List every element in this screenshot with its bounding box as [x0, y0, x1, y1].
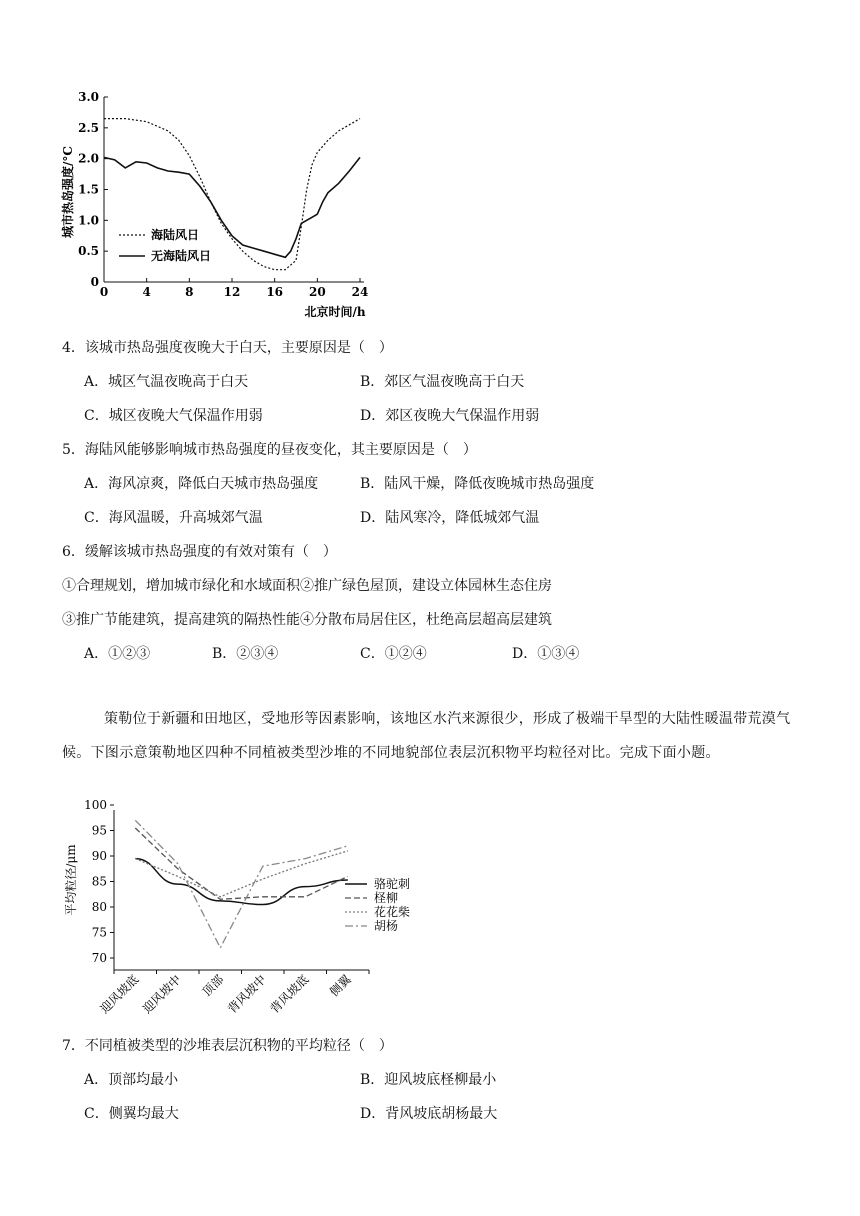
question-6-statements-1: ①合理规划，增加城市绿化和水域面积②推广绿色屋顶，建设立体园林生态住房 — [62, 578, 552, 594]
chart2-y-tick-label: 100 — [84, 800, 107, 812]
question-7-stem: 7．不同植被类型的沙堆表层沉积物的平均粒径（ ） — [62, 1038, 393, 1054]
chart2-legend-label: 花花柴 — [374, 905, 411, 919]
chart1-x-axis-label: 北京时间/h — [304, 305, 366, 319]
chart2-x-tick-label: 侧翼 — [326, 972, 354, 1000]
chart1-x-tick-label: 16 — [266, 285, 284, 299]
question-5-option-a[interactable]: A．海风凉爽，降低白天城市热岛强度 — [84, 476, 319, 492]
question-4-option-d[interactable]: D．郊区夜晚大气保温作用弱 — [360, 408, 540, 424]
chart1-ticks — [78, 90, 368, 299]
question-7-option-b[interactable]: B．迎风坡底柽柳最小 — [360, 1072, 497, 1088]
chart1-y-tick-label: 1.0 — [78, 213, 99, 228]
chart2-y-tick-label: 90 — [91, 849, 107, 863]
chart2-x-tick-label: 迎风坡中 — [140, 972, 184, 1017]
question-6-option-b[interactable]: B．②③④ — [212, 646, 279, 662]
chart2-x-tick-label: 背风坡底 — [267, 972, 312, 1017]
chart1-axes — [104, 97, 364, 282]
chart1-series-line-2 — [104, 157, 360, 257]
question-6-option-d[interactable]: D．①③④ — [512, 646, 580, 662]
chart1-x-tick-label: 24 — [351, 285, 369, 299]
chart1-x-tick-label: 0 — [99, 285, 109, 299]
chart1-y-tick-label: 0.5 — [78, 244, 99, 259]
chart2-x-tick-label: 迎风坡底 — [97, 972, 142, 1017]
chart2-series-line-2 — [135, 828, 347, 899]
chart1-x-tick-label: 12 — [223, 285, 241, 299]
chart2-legend — [345, 876, 410, 933]
chart2-legend-label: 柽柳 — [374, 891, 399, 905]
chart2-x-tick-label: 背风坡中 — [225, 972, 269, 1017]
chart1-x-tick-label: 4 — [142, 285, 151, 299]
chart2-x-tick-label: 顶部 — [199, 972, 227, 1000]
chart2-y-tick-label: 75 — [91, 925, 107, 940]
question-7-option-c[interactable]: C．侧翼均最大 — [84, 1106, 179, 1122]
question-5-stem: 5．海陆风能够影响城市热岛强度的昼夜变化，其主要原因是（ ） — [62, 442, 477, 458]
chart1-y-tick-label: 2.0 — [78, 151, 99, 166]
question-7-option-d[interactable]: D．背风坡底胡杨最大 — [360, 1106, 498, 1122]
question-5-option-c[interactable]: C．海风温暖，升高城郊气温 — [84, 510, 263, 526]
chart2-series-line-1 — [135, 859, 347, 905]
chart2-y-tick-label: 80 — [91, 900, 107, 914]
question-4-option-c[interactable]: C．城区夜晚大气保温作用弱 — [84, 408, 263, 424]
question-5-option-b[interactable]: B．陆风干燥，降低夜晚城市热岛强度 — [360, 476, 595, 492]
chart2-y-tick-label: 70 — [91, 951, 107, 965]
question-6-option-c[interactable]: C．①②④ — [360, 646, 427, 662]
chart1-y-axis-label: 城市热岛强度/°C — [61, 146, 75, 238]
chart1-x-tick-label: 20 — [308, 285, 326, 299]
chart2-y-tick-label: 95 — [91, 823, 107, 838]
question-6-stem: 6．缓解该城市热岛强度的有效对策有（ ） — [62, 544, 337, 560]
chart2-axes — [114, 810, 369, 970]
chart2-legend-label: 胡杨 — [374, 919, 399, 933]
chart1-series — [104, 119, 360, 270]
question-6-option-a[interactable]: A．①②③ — [84, 646, 151, 662]
chart1-legend-label: 海陆风日 — [151, 228, 200, 242]
chart1-legend — [119, 227, 211, 263]
chart1-y-tick-label: 2.5 — [78, 120, 99, 135]
question-4-option-b[interactable]: B．郊区气温夜晚高于白天 — [360, 374, 525, 390]
chart1-y-tick-label: 3.0 — [78, 90, 99, 104]
question-4-stem: 4．该城市热岛强度夜晚大于白天，主要原因是（ ） — [62, 340, 393, 356]
chart2-series-line-4 — [135, 820, 347, 948]
question-5-option-d[interactable]: D．陆风寒冷，降低城郊气温 — [360, 510, 540, 526]
chart2-y-axis-label: 平均粒径/μm — [64, 844, 78, 916]
chart2-ticks — [84, 800, 369, 1016]
chart2-series — [135, 820, 347, 948]
chart1-y-tick-label: 0 — [90, 275, 99, 289]
question-7-option-a[interactable]: A．顶部均最小 — [84, 1072, 179, 1088]
chart2-series-line-3 — [135, 851, 347, 897]
chart1-legend-label: 无海陆风日 — [151, 249, 212, 263]
chart2-y-tick-label: 85 — [91, 874, 107, 889]
grain-size-chart — [55, 800, 445, 1035]
heat-island-chart — [55, 82, 385, 327]
chart1-x-tick-label: 8 — [185, 285, 194, 299]
question-6-statements-2: ③推广节能建筑，提高建筑的隔热性能④分散布局居住区，杜绝高层超高层建筑 — [62, 612, 552, 628]
question-4-option-a[interactable]: A．城区气温夜晚高于白天 — [84, 374, 249, 390]
reading-passage: 策勒位于新疆和田地区，受地形等因素影响，该地区水汽来源很少，形成了极端干旱型的大陆性暖温带荒漠气候。下图示意策勒地区四种不同植被类型沙堆的不同地貌部位表层沉积物平均粒径对比。完成下面小题。 — [62, 711, 791, 761]
chart1-series-line-1 — [104, 119, 360, 270]
chart2-legend-label: 骆驼刺 — [374, 877, 411, 891]
chart1-y-tick-label: 1.5 — [78, 182, 99, 197]
